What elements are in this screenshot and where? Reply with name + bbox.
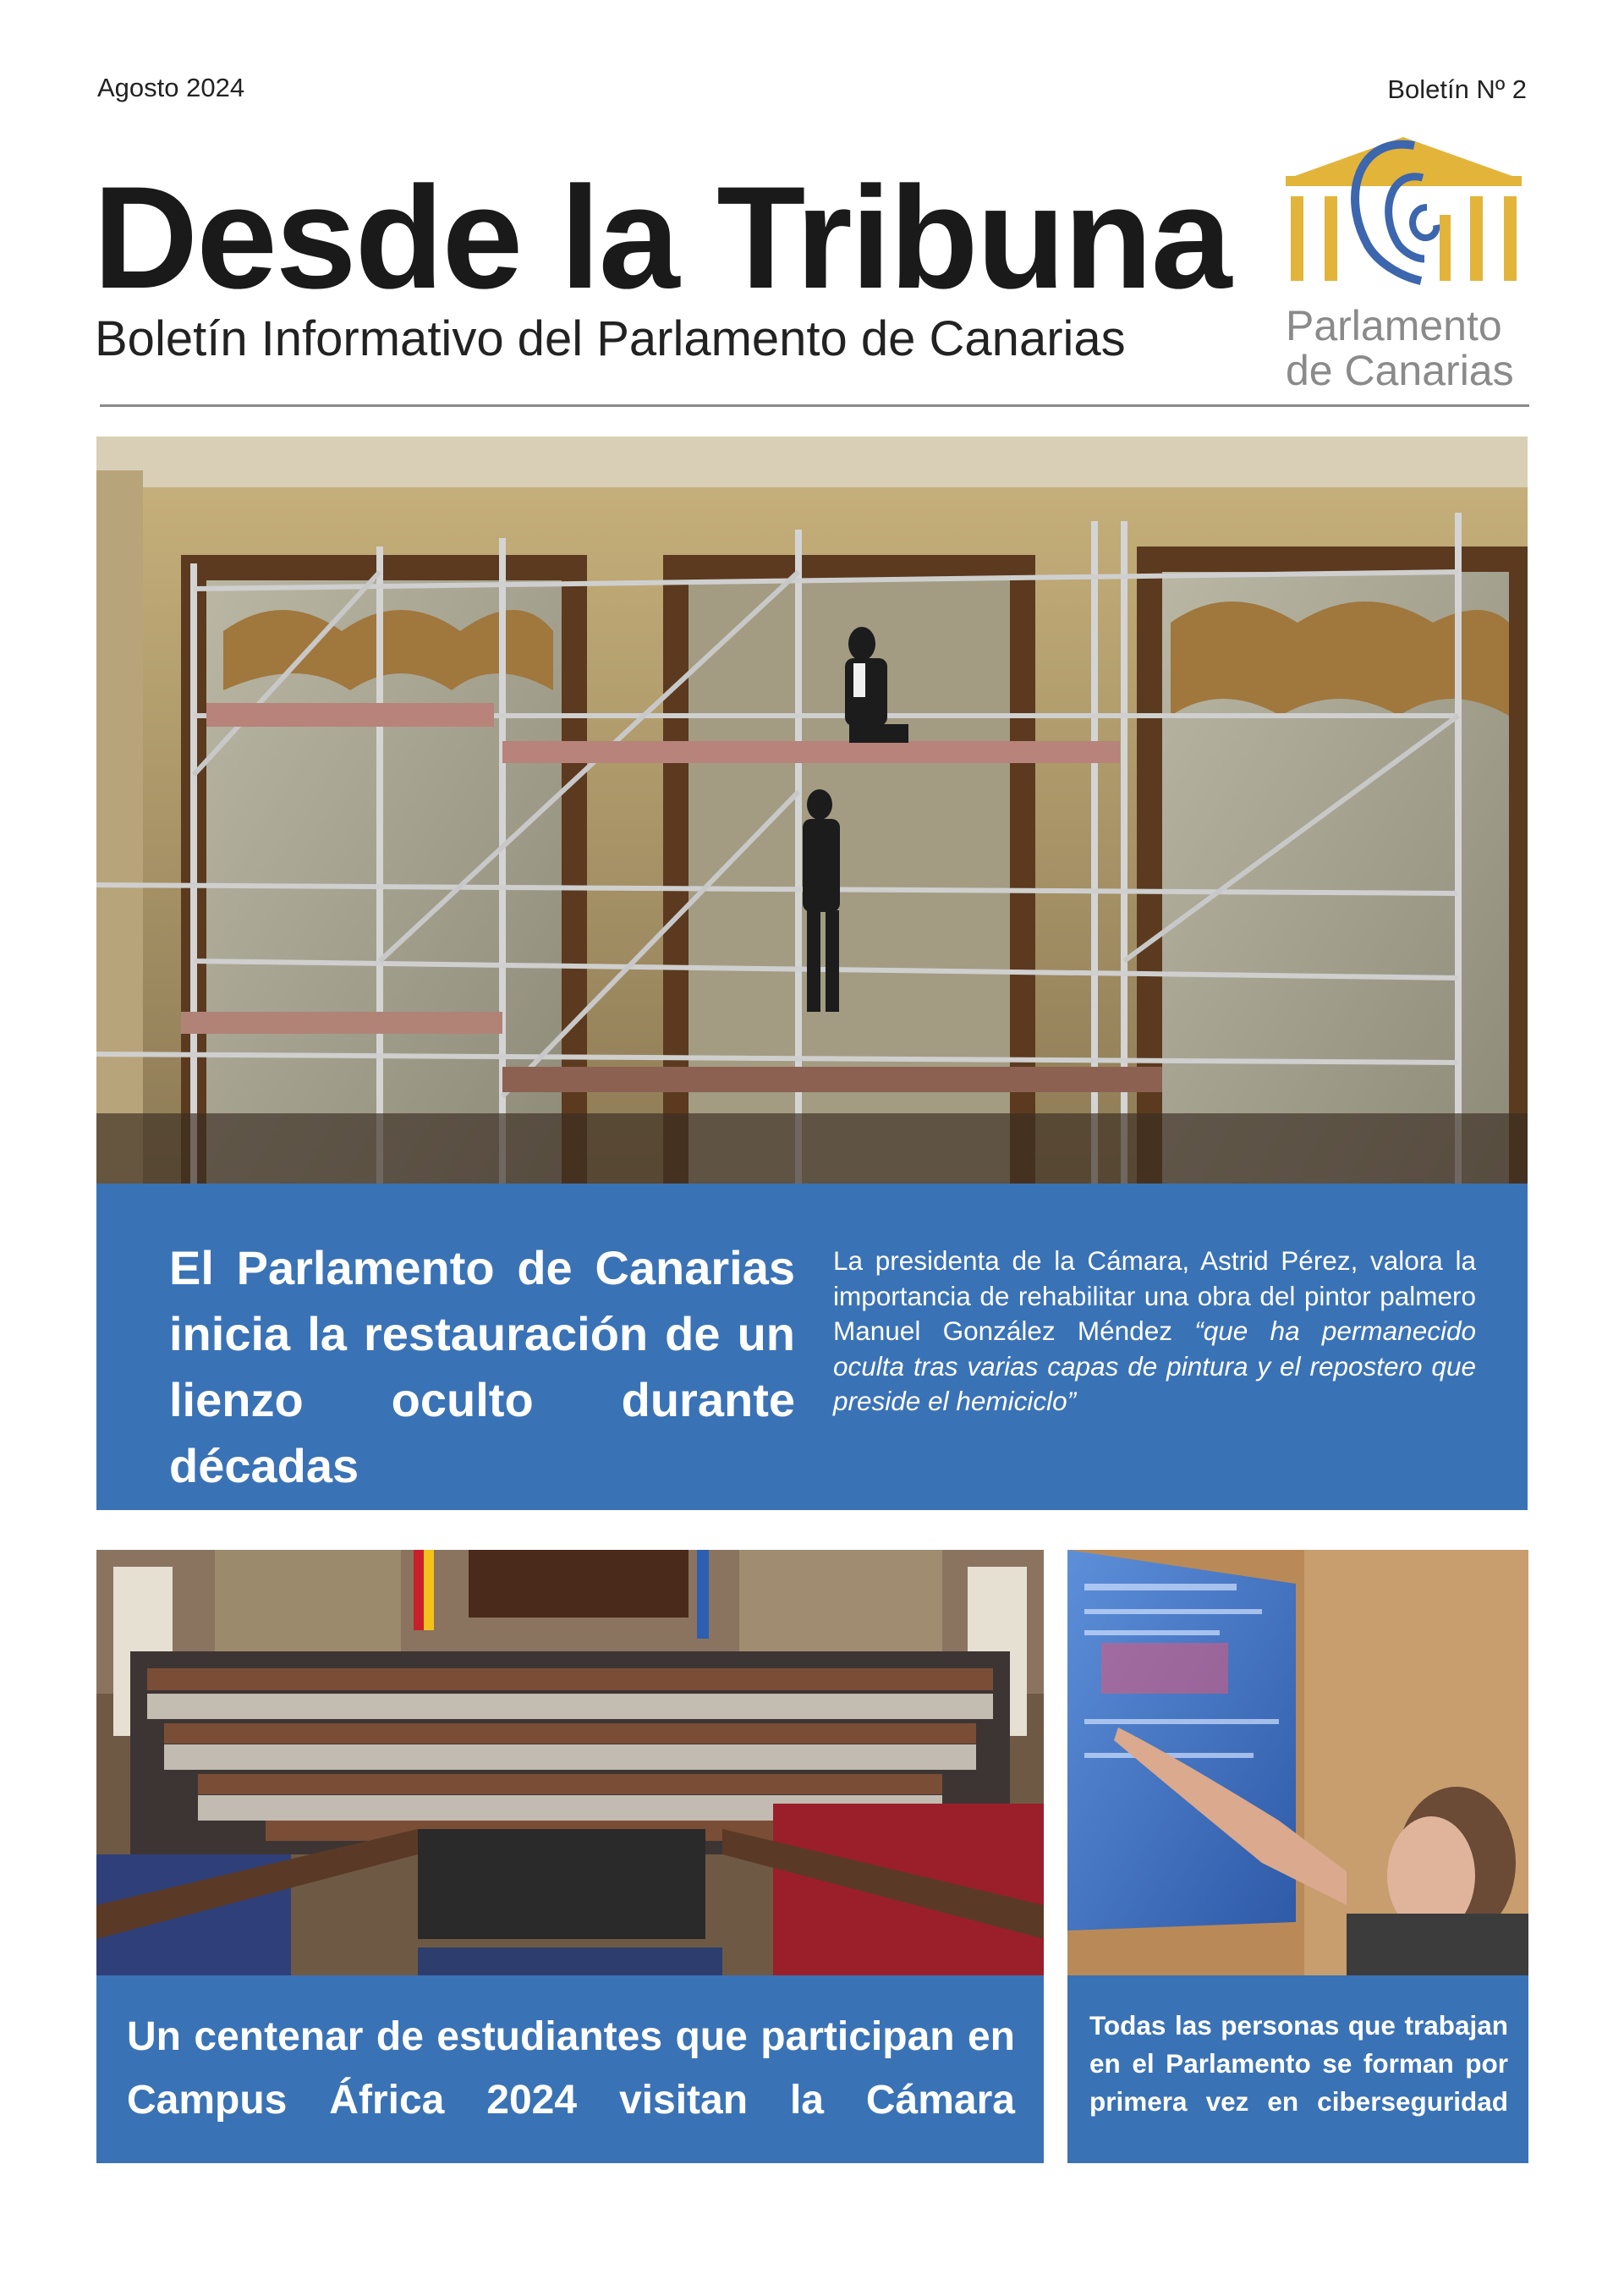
- issue-date: Agosto 2024: [97, 73, 245, 102]
- lead-story-headline[interactable]: El Parlamento de Canarias inicia la restauración de un lienzo oculto durante décadas: [169, 1241, 795, 1492]
- header-divider: [100, 404, 1529, 407]
- parliament-building-icon: [1286, 137, 1522, 281]
- lead-story-summary-text: La presidenta de la Cámara, Astrid Pérez, valora la importancia de rehabilitar una obra del pintor palmero Manuel González Méndez: [833, 1245, 1476, 1346]
- issue-number: Boletín Nº 2: [1387, 74, 1527, 104]
- cybersecurity-training-photo: [1067, 1550, 1528, 1975]
- campus-africa-group-photo: [96, 1550, 1044, 1975]
- lead-story-quote: “que ha permanecido oculta tras varias capas de pintura y el repostero que preside el hemiciclo”: [833, 1316, 1476, 1416]
- parliament-logo: [1279, 127, 1528, 398]
- newsletter-title: Desde la Tribuna: [93, 157, 1231, 319]
- logo-text-line2: de Canarias: [1286, 347, 1514, 394]
- logo-text-line1: Parlamento: [1286, 302, 1502, 349]
- lead-story-summary: [833, 1244, 1476, 1420]
- story-three-headline[interactable]: Todas las personas que trabajan en el Parlamento se forman por primera vez en ciberseguridad: [1089, 2010, 1508, 2117]
- newsletter-subtitle: Boletín Informativo del Parlamento de Canarias: [95, 311, 1126, 366]
- restoration-scaffolding-photo: [96, 437, 1528, 1184]
- story-two-headline[interactable]: Un centenar de estudiantes que participan en Campus África 2024 visitan la Cámara: [127, 2014, 1015, 2123]
